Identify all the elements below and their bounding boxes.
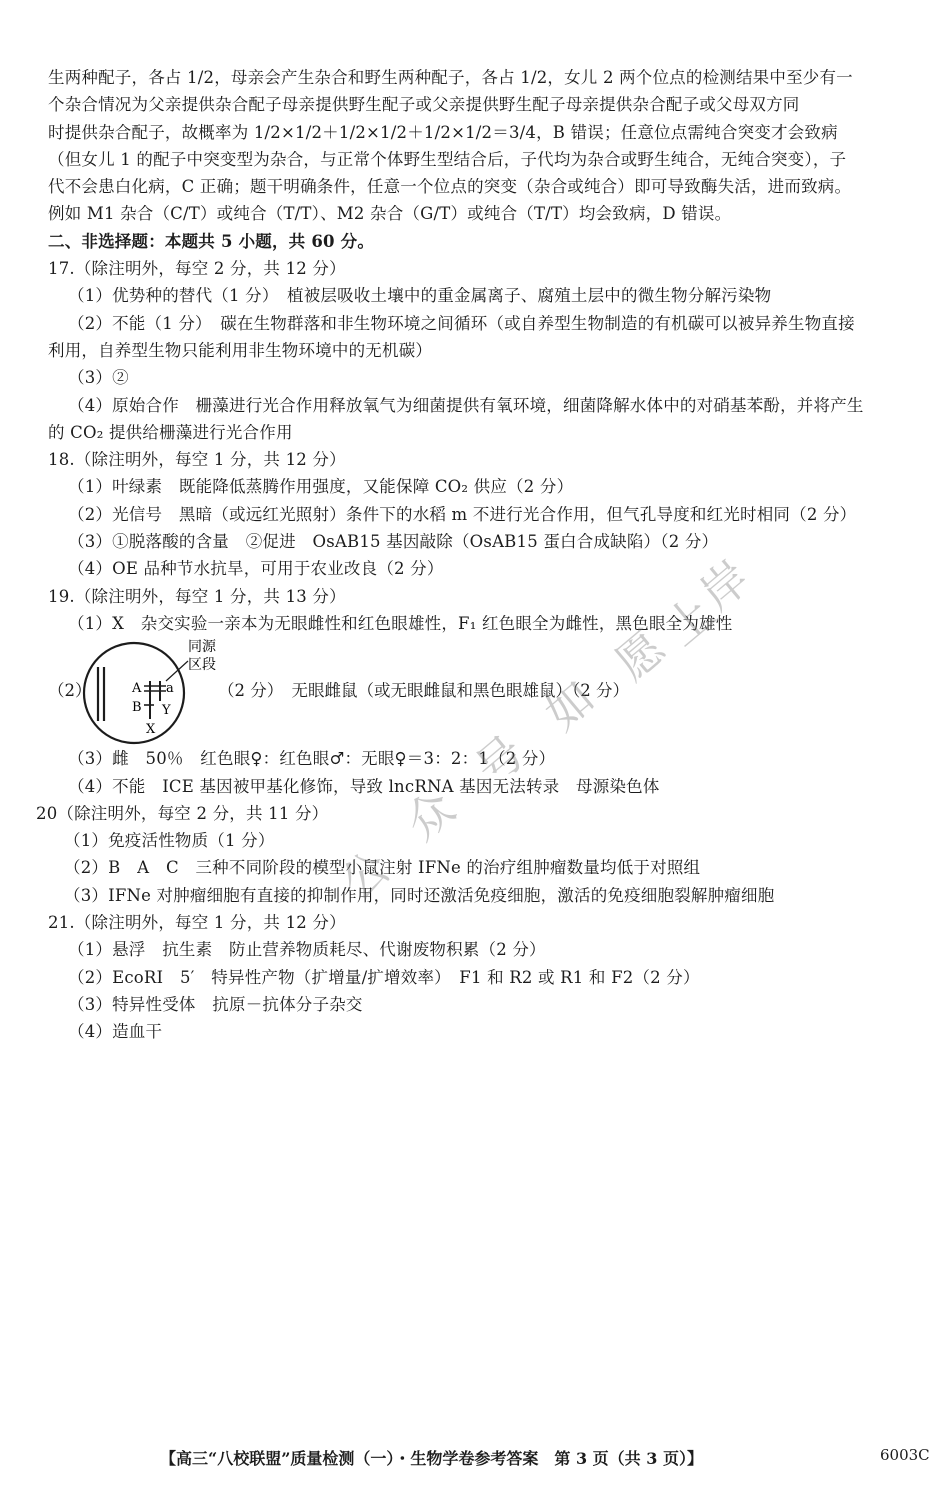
- answer-17-2-cont: 利用，自养型生物只能利用非生物环境中的无机碳）: [48, 340, 433, 360]
- answer-18-1: （1）叶绿素 既能降低蒸腾作用强度，又能保障 CO₂ 供应（2 分）: [68, 477, 574, 497]
- text-line: 代不会患白化病，C 正确；题干明确条件，任意一个位点的突变（杂合或纯合）即可导致酶失活，进而致病。: [48, 177, 852, 197]
- answer-18-3: （3）①脱落酸的含量 ②促进 OsAB15 基因敲除（OsAB15 蛋白合成缺陷）（2 分）: [68, 532, 719, 552]
- answer-20-2: （2）B A C 三种不同阶段的模型小鼠注射 IFNe 的治疗组肿瘤数量均低于对照组: [64, 858, 701, 878]
- chromosome-diagram: [76, 637, 216, 745]
- chrom-Y: Y: [162, 703, 171, 719]
- answer-19-4: （4）不能 ICE 基因被甲基化修饰，导致 lncRNA 基因无法转录 母源染色体: [68, 776, 660, 796]
- answer-19-2-text: （2 分） 无眼雌鼠（或无眼雌鼠和黑色眼雄鼠）（2 分）: [218, 681, 629, 701]
- answer-21-3: （3）特异性受体 抗原－抗体分子杂交: [68, 994, 363, 1014]
- text-line: 个杂合情况为父亲提供杂合配子母亲提供野生配子或父亲提供野生配子母亲提供杂合配子或父母双方同: [48, 95, 800, 115]
- chrom-X: X: [146, 722, 156, 738]
- allele-B: B: [132, 700, 142, 716]
- question-header-17: 17.（除注明外，每空 2 分，共 12 分）: [48, 259, 346, 279]
- answer-19-2-row: [48, 637, 928, 745]
- answer-21-4: （4）造血干: [68, 1022, 163, 1042]
- text-line: 例如 M1 杂合（C/T）或纯合（T/T）、M2 杂合（G/T）或纯合（T/T）均会致病，D 错误。: [48, 204, 732, 224]
- answer-20-1: （1）免疫活性物质（1 分）: [64, 831, 275, 851]
- footer-title: 【高三“八校联盟”质量检测（一）・生物学卷参考答案 第 3 页（共 3 页）】: [160, 1449, 703, 1468]
- answer-19-1: （1）X 杂交实验一亲本为无眼雌性和红色眼雄性，F₁ 红色眼全为雌性，黑色眼全为雄性: [68, 613, 733, 633]
- answer-21-1: （1）悬浮 抗生素 防止营养物质耗尽、代谢废物积累（2 分）: [68, 940, 546, 960]
- label-region: 区段: [188, 657, 216, 674]
- page-footer: [0, 1446, 950, 1470]
- answer-20-3: （3）IFNe 对肿瘤细胞有直接的抑制作用，同时还激活免疫细胞，激活的免疫细胞裂解肿瘤细胞: [64, 885, 775, 905]
- allele-a: a: [166, 681, 174, 697]
- footer-code: 6003C: [880, 1446, 930, 1464]
- question-header-19: 19.（除注明外，每空 1 分，共 13 分）: [48, 586, 346, 606]
- answer-18-4: （4）OE 品种节水抗旱，可用于农业改良（2 分）: [68, 559, 444, 579]
- text-line: 时提供杂合配子，故概率为 1/2×1/2＋1/2×1/2＋1/2×1/2＝3/4，B 错误；任意位点需纯合突变才会致病: [48, 122, 838, 142]
- question-header-21: 21.（除注明外，每空 1 分，共 12 分）: [48, 913, 346, 933]
- allele-A: A: [132, 681, 142, 697]
- answer-content: [36, 64, 928, 1046]
- answer-19-3: （3）雌 50％ 红色眼♀：红色眼♂：无眼♀＝3：2：1（2 分）: [68, 749, 556, 769]
- answer-17-1: （1）优势种的替代（1 分） 植被层吸收土壤中的重金属离子、腐殖土层中的微生物分解污染物: [68, 286, 772, 306]
- answer-18-2: （2）光信号 黑暗（或远红光照射）条件下的水稻 m 不进行光合作用，但气孔导度和红光时相同（2 分）: [68, 504, 857, 524]
- pointer-line: [166, 661, 188, 681]
- answer-21-2: （2）EcoRI 5′ 特异性产物（扩增量/扩增效率） F1 和 R2 或 R1 和 F2（2 分）: [68, 967, 700, 987]
- answer-17-2: （2）不能（1 分） 碳在生物群落和非生物环境之间循环（或自养型生物制造的有机碳可以被异养生物直接: [68, 313, 855, 333]
- section-heading: 二、非选择题：本题共 5 小题，共 60 分。: [48, 231, 375, 251]
- watermark: 公 众 号 如 愿 上 岸: [329, 549, 760, 911]
- text-line: 生两种配子，各占 1/2，母亲会产生杂合和野生两种配子，各占 1/2，女儿 2 两个位点的检测结果中至少有一: [48, 68, 853, 87]
- answer-17-3: （3）②: [68, 368, 129, 388]
- label-homologous: 同源: [188, 639, 216, 656]
- question-header-18: 18.（除注明外，每空 1 分，共 12 分）: [48, 450, 346, 470]
- question-header-20: 20（除注明外，每空 2 分，共 11 分）: [36, 803, 329, 823]
- answer-19-2-label: （2）: [48, 681, 92, 701]
- answer-17-4-cont: 的 CO₂ 提供给栅藻进行光合作用: [48, 422, 293, 442]
- answer-17-4: （4）原始合作 栅藻进行光合作用释放氧气为细菌提供有氧环境，细菌降解水体中的对硝基苯酚，并将产生: [68, 395, 864, 415]
- text-line: （但女儿 1 的配子中突变型为杂合，与正常个体野生型结合后，子代均为杂合或野生纯合，无纯合突变），子: [48, 149, 847, 169]
